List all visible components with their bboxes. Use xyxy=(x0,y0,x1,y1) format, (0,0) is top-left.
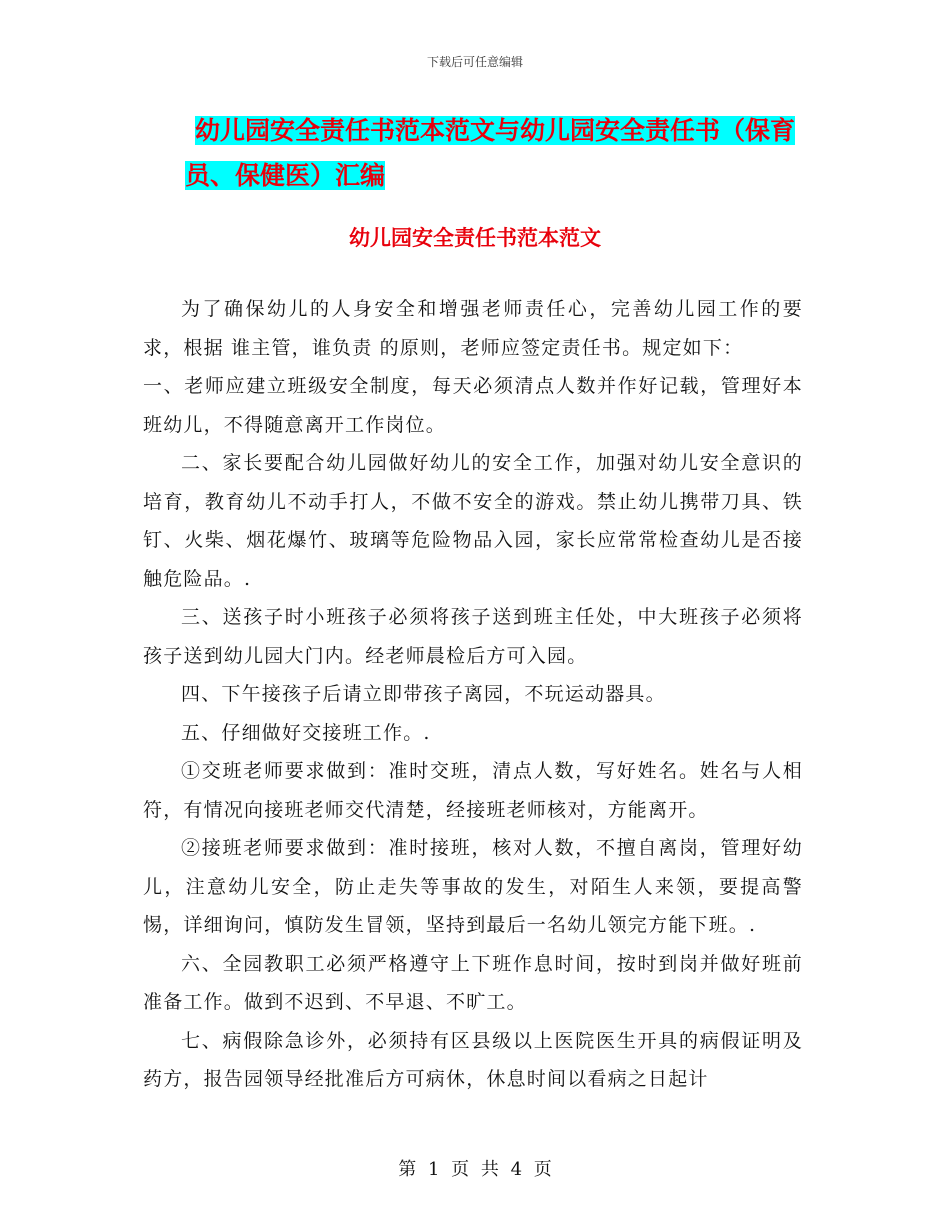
paragraph-rule-3: 三、送孩子时小班孩子必须将孩子送到班主任处，中大班孩子必须将孩子送到幼儿园大门内。经老师晨检后方可入园。 xyxy=(143,606,803,667)
page-footer: 第 1 页 共 4 页 xyxy=(398,1159,552,1180)
paragraph-intro: 为了确保幼儿的人身安全和增强老师责任心，完善幼儿园工作的要求，根据 谁主管，谁负责 的原则，老师应签定责任书。规定如下： xyxy=(143,298,803,359)
paragraph-rule-1: 一、老师应建立班级安全制度，每天必须清点人数并作好记载，管理好本班幼儿，不得随意离开工作岗位。 xyxy=(143,375,803,436)
document-title xyxy=(185,108,815,198)
document-title-text: 幼儿园安全责任书范本范文与幼儿园安全责任书（保育员、保健医）汇编 xyxy=(185,116,796,190)
paragraph-rule-4: 四、下午接孩子后请立即带孩子离园，不玩运动器具。 xyxy=(181,683,666,705)
paragraph-rule-5: 五、仔细做好交接班工作。. xyxy=(181,721,431,744)
header-note: 下载后可任意编辑 xyxy=(426,55,523,69)
document-body xyxy=(143,290,803,1099)
paragraph-rule-5-1: ①交班老师要求做到：准时交班，清点人数，写好姓名。姓名与人相符，有情况向接班老师交代清楚，经接班老师核对，方能离开。 xyxy=(143,760,803,821)
paragraph-rule-6: 六、全园教职工必须严格遵守上下班作息时间，按时到岗并做好班前准备工作。做到不迟到、不早退、不旷工。 xyxy=(143,952,803,1013)
section-title: 幼儿园安全责任书范本范文 xyxy=(349,226,601,250)
paragraph-rule-5-2: ②接班老师要求做到：准时接班，核对人数，不擅自离岗，管理好幼儿，注意幼儿安全，防止走失等事故的发生，对陌生人来领，要提高警惕，详细询问，慎防发生冒领，坚持到最后一名幼儿领完方能下班。. xyxy=(143,837,803,936)
paragraph-rule-2: 二、家长要配合幼儿园做好幼儿的安全工作，加强对幼儿安全意识的培育，教育幼儿不动手打人，不做不安全的游戏。禁止幼儿携带刀具、铁钉、火柴、烟花爆竹、玻璃等危险物品入园，家长应常常检查幼儿是否接触危险品。. xyxy=(143,452,803,590)
paragraph-rule-7: 七、病假除急诊外，必须持有区县级以上医院医生开具的病假证明及药方，报告园领导经批准后方可病休，休息时间以看病之日起计 xyxy=(143,1029,803,1090)
